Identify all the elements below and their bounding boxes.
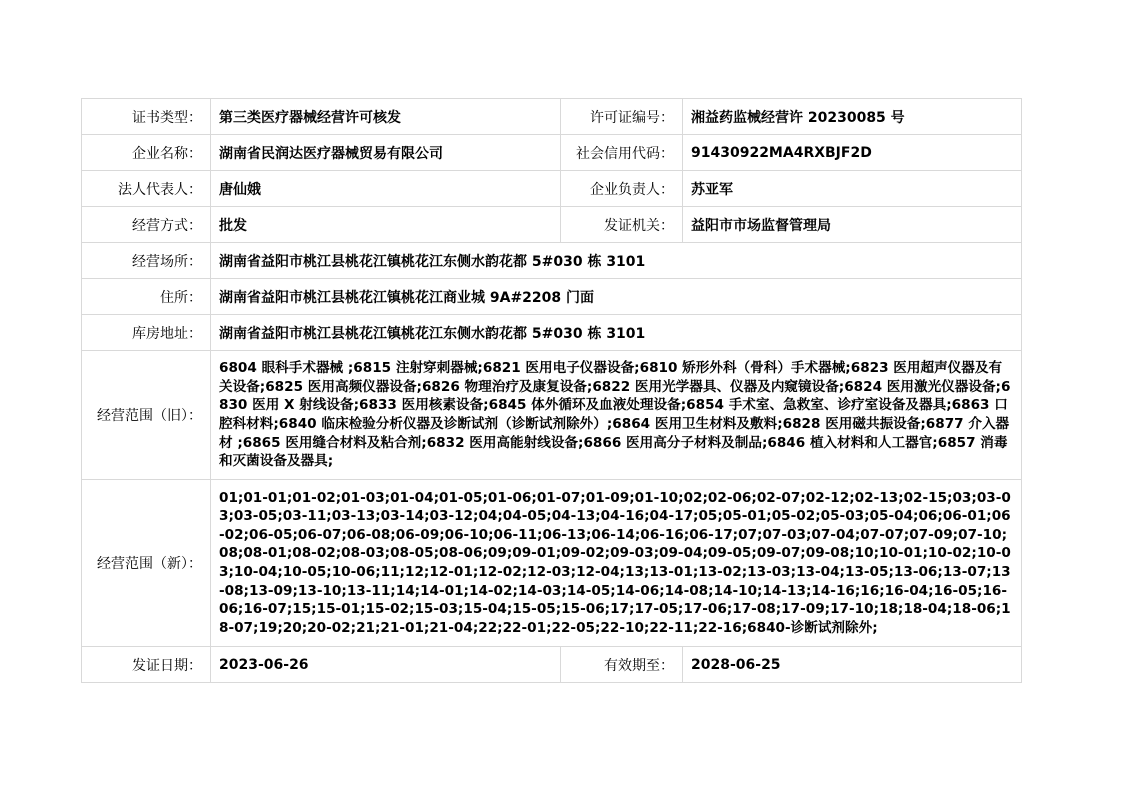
cert-type-label: 证书类型： xyxy=(82,99,211,135)
residence-label: 住所： xyxy=(82,279,211,315)
row-dates xyxy=(82,647,1022,683)
company-name-label: 企业名称： xyxy=(82,135,211,171)
warehouse-label: 库房地址： xyxy=(82,315,211,351)
issue-date-value: 2023-06-26 xyxy=(211,647,561,683)
legal-rep-value: 唐仙娥 xyxy=(211,171,561,207)
certificate-table xyxy=(81,98,1022,683)
issuing-authority-label: 发证机关： xyxy=(561,207,683,243)
scope-old-label: 经营范围（旧）： xyxy=(82,351,211,480)
warehouse-value: 湖南省益阳市桃江县桃花江镇桃花江东侧水韵花都 5#030 栋 3101 xyxy=(211,315,1022,351)
issue-date-label: 发证日期： xyxy=(82,647,211,683)
valid-until-label: 有效期至： xyxy=(561,647,683,683)
row-scope-old xyxy=(82,351,1022,480)
cert-type-value: 第三类医疗器械经营许可核发 xyxy=(211,99,561,135)
license-no-label: 许可证编号： xyxy=(561,99,683,135)
row-residence xyxy=(82,279,1022,315)
row-people xyxy=(82,171,1022,207)
scope-old-value: 6804 眼科手术器械 ;6815 注射穿刺器械;6821 医用电子仪器设备;6810 矫形外科（骨科）手术器械;6823 医用超声仪器及有关设备;6825 医用高频仪器设备;6826 物理治疗及康复设备;6822 医用光学器具、仪器及内窥镜设备;6824 医用激光仪器设备;6830 医用 X 射线设备;6833 医用核素设备;6845 体外循环及血液处理设备;6854 手术室、急救室、诊疗室设备及器具;6863 口腔科材料;6840 临床检验分析仪器及诊断试剂（诊断试剂除外）;6864 医用卫生材料及敷料;6828 医用磁共振设备;6877 介入器材 ;6865 医用缝合材料及粘合剂;6832 医用高能射线设备;6866 医用高分子材料及制品;6846 植入材料和人工器官;6857 消毒和灭菌设备及器具; xyxy=(211,351,1022,480)
row-company xyxy=(82,135,1022,171)
row-cert-type xyxy=(82,99,1022,135)
valid-until-value: 2028-06-25 xyxy=(683,647,1022,683)
credit-code-value: 91430922MA4RXBJF2D xyxy=(683,135,1022,171)
row-mode xyxy=(82,207,1022,243)
business-site-value: 湖南省益阳市桃江县桃花江镇桃花江东侧水韵花都 5#030 栋 3101 xyxy=(211,243,1022,279)
manager-value: 苏亚军 xyxy=(683,171,1022,207)
business-site-label: 经营场所： xyxy=(82,243,211,279)
credit-code-label: 社会信用代码： xyxy=(561,135,683,171)
business-mode-label: 经营方式： xyxy=(82,207,211,243)
business-mode-value: 批发 xyxy=(211,207,561,243)
scope-new-value: 01;01-01;01-02;01-03;01-04;01-05;01-06;01-07;01-09;01-10;02;02-06;02-07;02-12;02-13;02-15;03;03-03;03-05;03-11;03-13;03-14;03-12;04;04-05;04-13;04-16;04-17;05;05-01;05-02;05-03;05-04;06;06-01;06-02;06-05;06-07;06-08;06-09;06-10;06-11;06-13;06-14;06-16;06-17;07;07-03;07-04;07-07;07-09;07-10;08;08-01;08-02;08-03;08-05;08-06;09;09-01;09-02;09-03;09-04;09-05;09-07;09-08;10;10-01;10-02;10-03;10-04;10-05;10-06;11;12;12-01;12-02;12-03;12-04;13;13-01;13-02;13-03;13-04;13-05;13-06;13-07;13-08;13-09;13-10;13-11;14;14-01;14-02;14-03;14-05;14-06;14-08;14-10;14-13;14-16;16;16-04;16-05;16-06;16-07;15;15-01;15-02;15-03;15-04;15-05;15-06;17;17-05;17-06;17-08;17-09;17-10;18;18-04;18-06;18-07;19;20;20-02;21;21-01;21-04;22;22-01;22-05;22-10;22-11;22-16;6840-诊断试剂除外; xyxy=(211,480,1022,647)
row-scope-new xyxy=(82,480,1022,647)
scope-new-label: 经营范围（新）： xyxy=(82,480,211,647)
residence-value: 湖南省益阳市桃江县桃花江镇桃花江商业城 9A#2208 门面 xyxy=(211,279,1022,315)
issuing-authority-value: 益阳市市场监督管理局 xyxy=(683,207,1022,243)
company-name-value: 湖南省民润达医疗器械贸易有限公司 xyxy=(211,135,561,171)
row-business-site xyxy=(82,243,1022,279)
license-no-value: 湘益药监械经营许 20230085 号 xyxy=(683,99,1022,135)
legal-rep-label: 法人代表人： xyxy=(82,171,211,207)
manager-label: 企业负责人： xyxy=(561,171,683,207)
row-warehouse xyxy=(82,315,1022,351)
